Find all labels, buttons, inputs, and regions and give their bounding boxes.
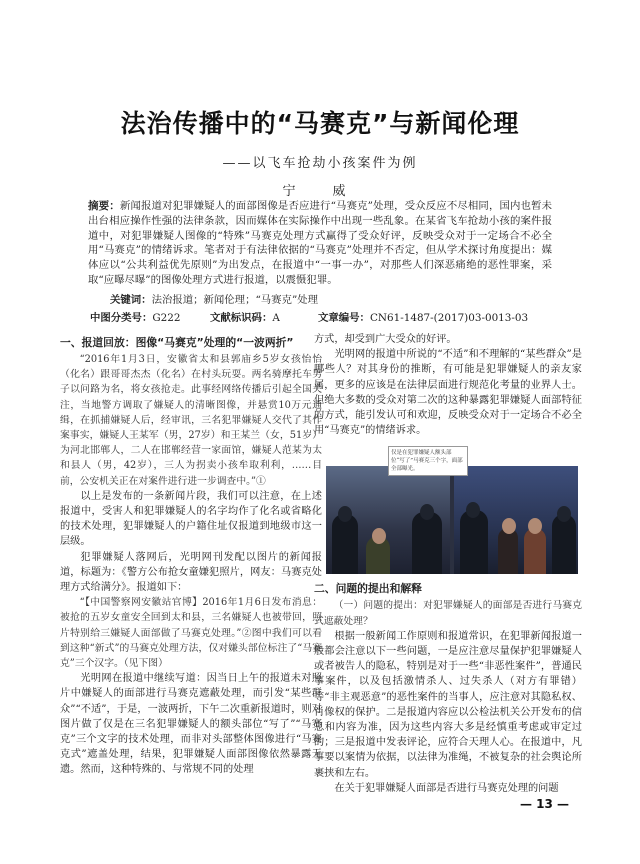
police-head	[338, 506, 352, 522]
paragraph: 以上是发布的一条新闻片段，我们可以注意，在上述报道中，受害人和犯罪嫌疑人的名字均作了化名或省略化的技术处理，犯罪嫌疑人的户籍住址仅报道到地级市这一层级。	[60, 490, 322, 548]
article-number-value: CN61-1487-(2017)03-0013-03	[369, 312, 529, 324]
paragraph: 在关于犯罪嫌疑人面部是否进行马赛克处理的问题	[334, 782, 559, 794]
suspect-photo	[326, 466, 578, 574]
keywords-label: 关键词：	[110, 294, 152, 306]
article-subtitle: ——以飞车抢劫小孩案件为例	[222, 156, 418, 171]
subheading: （一）问题的提出：对犯罪嫌疑人的面部是否进行马赛克式遮蔽处理？	[314, 600, 582, 627]
paragraph: 根据一般新闻工作原则和报道常识，在犯罪新闻报道一般都会注意以下一些问题，一是应注意尽量保护犯罪嫌疑人或者被告人的隐私，特别是对于一些“非恶性案件”，普通民事案件，以及包括激情杀人、过失杀人（对方有罪错）等“非主观恶意”的恶性案件的当事人，应注意对其隐私权、肖像权的保护。二是报道内容应以公检法机关公开发布的信息和内容为准，因为这些内容大多是经慎重考虑或审定过的；三是报道中发表评论，应符合天理人心。在报道中，凡事要以案情为依据，以法律为准绳，不被复杂的社会舆论所裹挟和左右。	[314, 630, 582, 779]
figure-callout: 仅是在犯罪嫌疑人额头部位“写了”马赛克三个字，面部全部曝光。	[388, 446, 468, 476]
police-officer	[332, 514, 358, 574]
paragraph: 犯罪嫌疑人落网后，光明网刊发配以图片的新闻报道，标题为：《警方公布抢女童嫌犯照片，网友：马赛克处理方式给满分》。报道如下：	[60, 551, 322, 594]
clc-label: 中图分类号：	[90, 312, 153, 324]
article-number	[318, 311, 528, 325]
suspect-figure	[498, 528, 518, 574]
police-head	[557, 506, 571, 522]
police-head	[466, 502, 480, 518]
clc-number	[90, 311, 180, 325]
police-head	[420, 504, 434, 520]
news-quote-2: “【中国警察网安徽站官博】2016年1月6日发布消息：被抢的五岁女童安全回到太和县，三名嫌疑人也被带回，照片特别给三嫌疑人面部做了马赛克处理。”②图中我们可以看到这种“新式”的马赛克处理方法，仅对嫌头部位标注了“马赛克”三个汉字。（见下图）	[60, 597, 322, 670]
paragraph: 方式，却受到广大受众的好评。	[314, 334, 457, 345]
doc-value: A	[272, 312, 280, 324]
suspect-figure	[524, 528, 546, 574]
news-quote-1: “2016年1月3日，安徽省太和县郭庙乡5岁女孩怡怡（化名）跟哥哥杰杰（化名）在村头玩耍。两名骑摩托车男子以问路为名，将女孩抢走。此事经网络传播后引起全国关注，当地警方调取了嫌疑人的清晰图像，并悬赏10万元通缉，在抓捕嫌疑人后，经审讯，三名犯罪嫌疑人交代了其作案事实，嫌疑人王某军（男，27岁）和王某兰（女，51岁）为河北邯郸人，二人在邯郸经营一家面馆，嫌疑人范某为太和县人（男，42岁），三人为拐卖小孩牟取利利，……目前，公安机关正在对案件进行进一步调查中。”①	[60, 354, 322, 487]
paragraph: 光明网在报道中继续写道：因当日上午的报道未对照片中嫌疑人的面部进行马赛克遮蔽处理，而引发“某些群众”“不适”，于是，一波两折，下午二次重新报道时，则对图片做了仅是在三名犯罪嫌疑人的额头部位“写了”“马赛克”三个文字的技术处理，而非对头部整体图像进行“马赛克式”遮盖处理，结果，犯罪嫌疑人面部图像依然暴露无遗。然而，这种特殊的、与常规不同的处理	[60, 673, 322, 776]
suspect-face	[502, 518, 516, 534]
article-title: 法治传播中的“马赛克”与新闻伦理	[120, 109, 520, 138]
police-officer	[412, 512, 442, 574]
keywords-text: 法治报道；新闻伦理；“马赛克”处理	[151, 294, 319, 306]
author-name: 宁 威	[282, 184, 358, 199]
abstract	[88, 199, 552, 288]
keywords	[110, 293, 550, 307]
abstract-text: 新闻报道对犯罪嫌疑人的面部图像是否应进行“马赛克”处理，受众反应不尽相同，国内也暂未出台相应操作性强的法律条款，因而媒体在实际操作中出现一些乱象。在某省飞车抢劫小孩的案件报道中，对犯罪嫌疑人图像的“特殊”马赛克处理方式赢得了受众好评，反映受众对于一定场合不必全用“马赛克”的情绪诉求。笔者对于有法律依据的“马赛克”处理并不否定，但从学术探讨角度提出：媒体应以“公共利益优先原则”为出发点，在报道中“一事一办”，对那些人们深恶痛绝的恶性罪案，采取“应曝尽曝”的图像处理方式进行报道，以震慑犯罪。	[88, 200, 553, 286]
police-officer	[460, 510, 488, 574]
clc-value: G222	[152, 312, 181, 324]
suspect-face	[528, 518, 542, 534]
suspect-face	[372, 528, 386, 544]
section-heading-1: 一、报道回放：图像“马赛克”处理的“一波两折”	[60, 336, 294, 349]
doc-label: 文献标识码：	[210, 312, 273, 324]
left-column	[60, 332, 322, 778]
abstract-label: 摘要：	[88, 200, 120, 212]
doc-code	[210, 311, 280, 325]
page-number: — 13 —	[520, 797, 570, 811]
article-number-label: 文章编号：	[318, 312, 370, 324]
police-officer	[552, 514, 576, 574]
section-heading-2: 二、问题的提出和解释	[314, 582, 422, 596]
paragraph: 光明网的报道中所说的“不适”和不理解的“某些群众”是哪些人？对其身份的推断，有可能是犯罪嫌疑人的亲友家属，更多的应该是在法律层面进行规范化考量的业界人士。但绝大多数的受众对第二次的这种暴露犯罪嫌疑人面部特征的方式，能引发认可和欢迎，反映受众对于一定场合不必全用“马赛克”的情绪诉求。	[314, 349, 582, 437]
